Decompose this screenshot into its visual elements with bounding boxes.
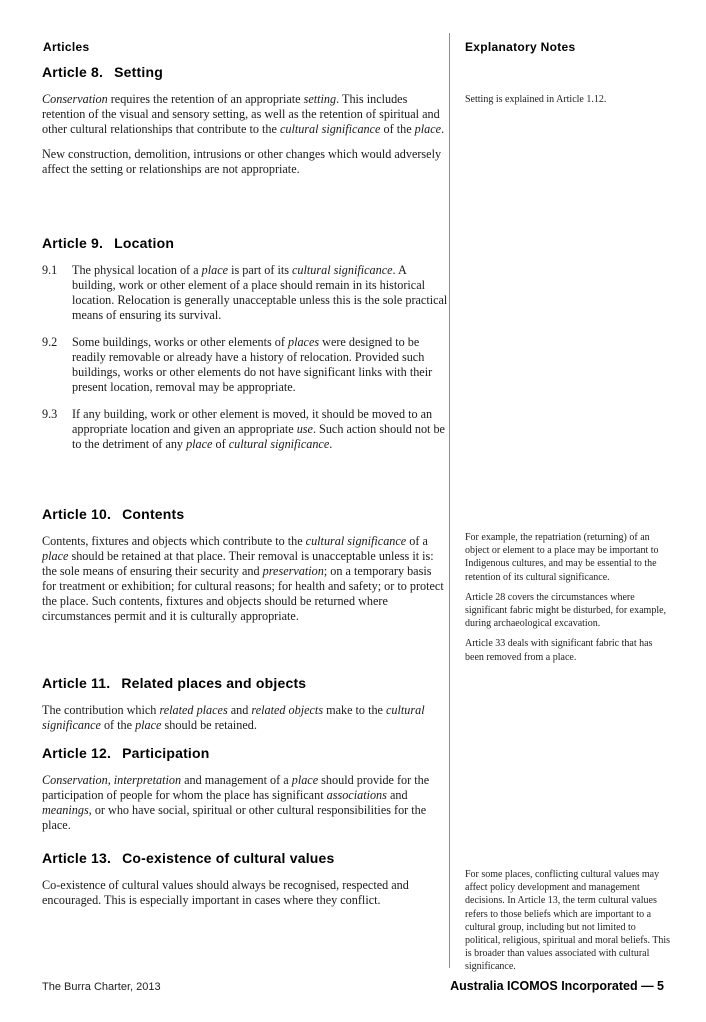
article-13-heading xyxy=(42,850,448,866)
article-title: Co-existence of cultural values xyxy=(122,850,335,866)
clause-9-3 xyxy=(42,407,448,452)
article-11-heading xyxy=(42,675,448,691)
clause-9-1 xyxy=(42,263,448,323)
article-title: Participation xyxy=(122,745,210,761)
article-number: Article 13. xyxy=(42,850,112,866)
article-number: Article 12. xyxy=(42,745,112,761)
clause-number: 9.1 xyxy=(42,263,58,277)
clause-text: Some buildings, works or other elements of places were designed to be readily removable or already have a history of relocation. Provided such buildings, works or other elements do not have significant links with their present location, removal may be appropriate. xyxy=(72,335,433,394)
article-number: Article 11. xyxy=(42,675,111,691)
explanatory-note: Article 33 deals with significant fabric that has been removed from a place. xyxy=(465,638,653,663)
article-8-heading xyxy=(42,64,448,80)
explanatory-note: Article 28 covers the circumstances where significant fabric might be disturbed, for example, during archaeological excavation. xyxy=(465,591,667,630)
articles-column-header: Articles xyxy=(43,40,90,54)
explanatory-notes-column-header: Explanatory Notes xyxy=(465,40,576,54)
clause-text: If any building, work or other element is moved, it should be moved to an appropriate location and given an appropriate use. Such action should not be to the detriment of any place of cultural significance. xyxy=(72,407,445,451)
article-paragraph: Contents, fixtures and objects which contribute to the cultural significance of a place should be retained at that place. Their removal is unacceptable unless it is: the sole means of ensuring their security and preservation; on a temporary basis for treatment or exhibition; for cultural reasons; for health and safety; or to protect the place. Such contents, fixtures and objects should be returned where circumstances permit and it is culturally appropriate. xyxy=(42,534,444,623)
clause-number: 9.2 xyxy=(42,335,58,349)
article-title: Location xyxy=(114,235,175,251)
clause-9-2 xyxy=(42,335,448,395)
article-number: Article 9. xyxy=(42,235,104,251)
article-8-setting xyxy=(42,64,448,177)
article-10-contents xyxy=(42,506,448,624)
note-cultural-values xyxy=(465,868,673,974)
article-12-heading xyxy=(42,745,448,761)
article-paragraph: New construction, demolition, intrusions or other changes which would adversely affect the setting or relationships are not appropriate. xyxy=(42,147,442,176)
article-12-participation xyxy=(42,745,448,833)
article-number: Article 8. xyxy=(42,64,104,80)
article-paragraph: Conservation, interpretation and management of a place should provide for the participation of people for whom the place has significant associations and meanings, or who have social, spiritual or other cultural responsibilities for the place. xyxy=(42,773,430,832)
article-9-heading xyxy=(42,235,448,251)
article-paragraph: Co-existence of cultural values should always be recognised, respected and encouraged. This is especially important in cases where they conflict. xyxy=(42,878,409,907)
footer-publisher-page-number: Australia ICOMOS Incorporated — 5 xyxy=(450,979,664,993)
clause-number: 9.3 xyxy=(42,407,58,421)
article-9-location xyxy=(42,235,448,452)
notes-contents xyxy=(465,531,673,664)
article-paragraph: Conservation requires the retention of an appropriate setting. This includes retention of the visual and sensory setting, as well as the retention of spiritual and other cultural relationships that contribute to the cultural significance of the place. xyxy=(42,92,445,136)
explanatory-note: Setting is explained in Article 1.12. xyxy=(465,94,607,105)
explanatory-note: For some places, conflicting cultural values may affect policy development and management decisions. In Article 13, the term cultural values refers to those beliefs which are important to a cultural group, including but not limited to political, religious, spiritual and moral beliefs. This is broader than values associated with cultural significance. xyxy=(465,869,671,973)
article-title: Related places and objects xyxy=(121,675,307,691)
article-11-related-places xyxy=(42,675,448,733)
article-number: Article 10. xyxy=(42,506,112,522)
note-setting xyxy=(465,93,673,106)
article-13-coexistence xyxy=(42,850,448,908)
article-paragraph: The contribution which related places and related objects make to the cultural significance of the place should be retained. xyxy=(42,703,425,732)
article-title: Contents xyxy=(122,506,185,522)
article-10-heading xyxy=(42,506,448,522)
footer-document-title: The Burra Charter, 2013 xyxy=(42,981,161,993)
explanatory-note: For example, the repatriation (returning) of an object or element to a place may be important to Indigenous cultures, and may be essential to the retention of its cultural significance. xyxy=(465,532,659,583)
page-footer xyxy=(42,979,664,993)
article-title: Setting xyxy=(114,64,163,80)
clause-text: The physical location of a place is part of its cultural significance. A building, work or other element of a place should remain in its historical location. Relocation is generally unacceptable unless this is the sole practical means of ensuring its survival. xyxy=(72,263,448,322)
column-divider-rule xyxy=(449,33,450,968)
